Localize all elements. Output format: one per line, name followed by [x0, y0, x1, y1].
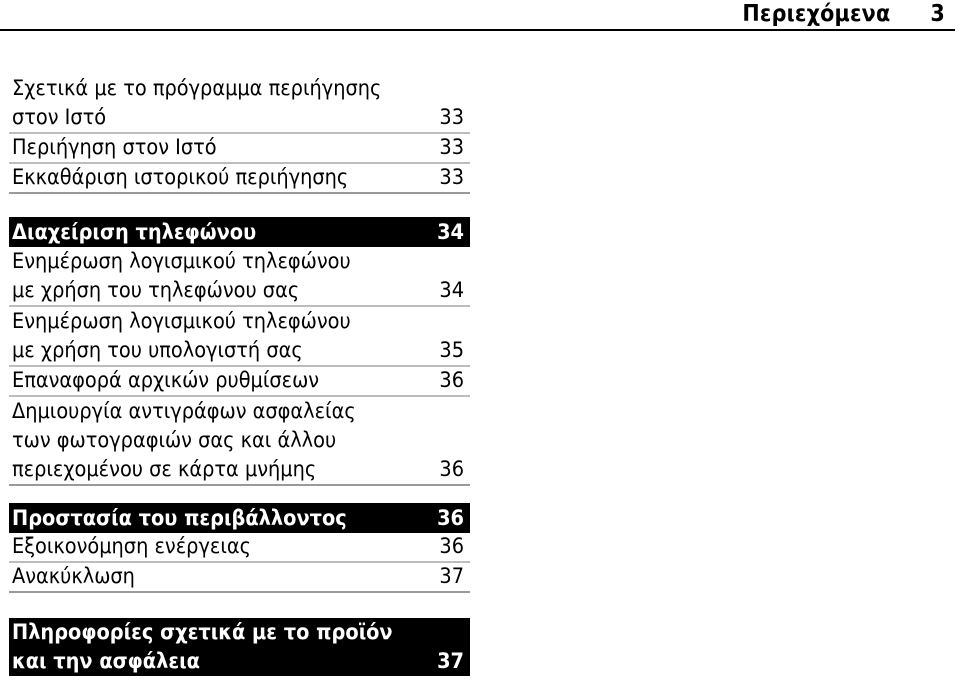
toc-entry-page: 33 — [439, 165, 464, 190]
toc-heading-label: Προστασία του περιβάλλοντος — [12, 506, 347, 531]
toc-entry-label: Περιήγηση στον Ιστό — [12, 135, 217, 160]
toc-entry-label: Ενημέρωση λογισμικού τηλεφώνου με χρήση του υπολογιστή σας — [12, 309, 351, 363]
toc-entry-page: 33 — [439, 135, 464, 160]
toc-entry-label: Εκκαθάριση ιστορικού περιήγησης — [12, 165, 349, 190]
toc-entry[interactable] — [9, 367, 470, 397]
toc-section-browser — [9, 74, 470, 194]
toc-entry-page: 34 — [439, 278, 464, 303]
toc-entry[interactable] — [9, 563, 470, 593]
toc-heading-page: 37 — [437, 649, 464, 674]
toc-heading-page: 36 — [437, 506, 464, 531]
page-header — [0, 0, 955, 31]
page-number: 3 — [930, 1, 945, 27]
toc-entry-label: Σχετικά με το πρόγραμμα περιήγησης στον Ιστό — [12, 76, 382, 130]
toc-section-phone-management — [9, 217, 470, 486]
toc-entry-page: 37 — [439, 564, 464, 589]
toc-heading-page: 34 — [437, 220, 464, 245]
toc-entry-label: Δημιουργία αντιγράφων ασφαλείας των φωτογραφιών σας και άλλου περιεχομένου σε κάρτα μνήμης — [12, 399, 356, 482]
toc-entry[interactable] — [9, 74, 470, 134]
toc-entry-page: 35 — [439, 338, 464, 363]
toc-heading[interactable] — [9, 618, 470, 676]
toc-entry[interactable] — [9, 397, 470, 486]
toc-section-environment — [9, 503, 470, 593]
toc-entry-page: 36 — [439, 368, 464, 393]
toc-heading-label: Διαχείριση τηλεφώνου — [12, 220, 257, 245]
toc-heading[interactable] — [9, 217, 470, 247]
toc-entry-page: 33 — [439, 105, 464, 130]
toc-entry[interactable] — [9, 247, 470, 307]
toc-entry-label: Ενημέρωση λογισμικού τηλεφώνου με χρήση του τηλεφώνου σας — [12, 249, 351, 303]
toc-entry[interactable] — [9, 164, 470, 194]
toc-entry-page: 36 — [439, 457, 464, 482]
toc-entry-label: Εξοικονόμηση ενέργειας — [12, 534, 252, 559]
toc-entry[interactable] — [9, 533, 470, 563]
toc-entry-label: Επαναφορά αρχικών ρυθμίσεων — [12, 368, 320, 393]
toc-entry[interactable] — [9, 134, 470, 164]
toc-heading-label: Πληροφορίες σχετικά με το προϊόν και την ασφάλεια — [12, 620, 393, 674]
toc-section-product-safety — [9, 618, 470, 676]
toc-entry-page: 36 — [439, 534, 464, 559]
toc-heading[interactable] — [9, 503, 470, 533]
page-title: Περιεχόμενα — [742, 1, 891, 27]
toc-entry[interactable] — [9, 307, 470, 367]
toc-entry-label: Ανακύκλωση — [12, 564, 135, 589]
